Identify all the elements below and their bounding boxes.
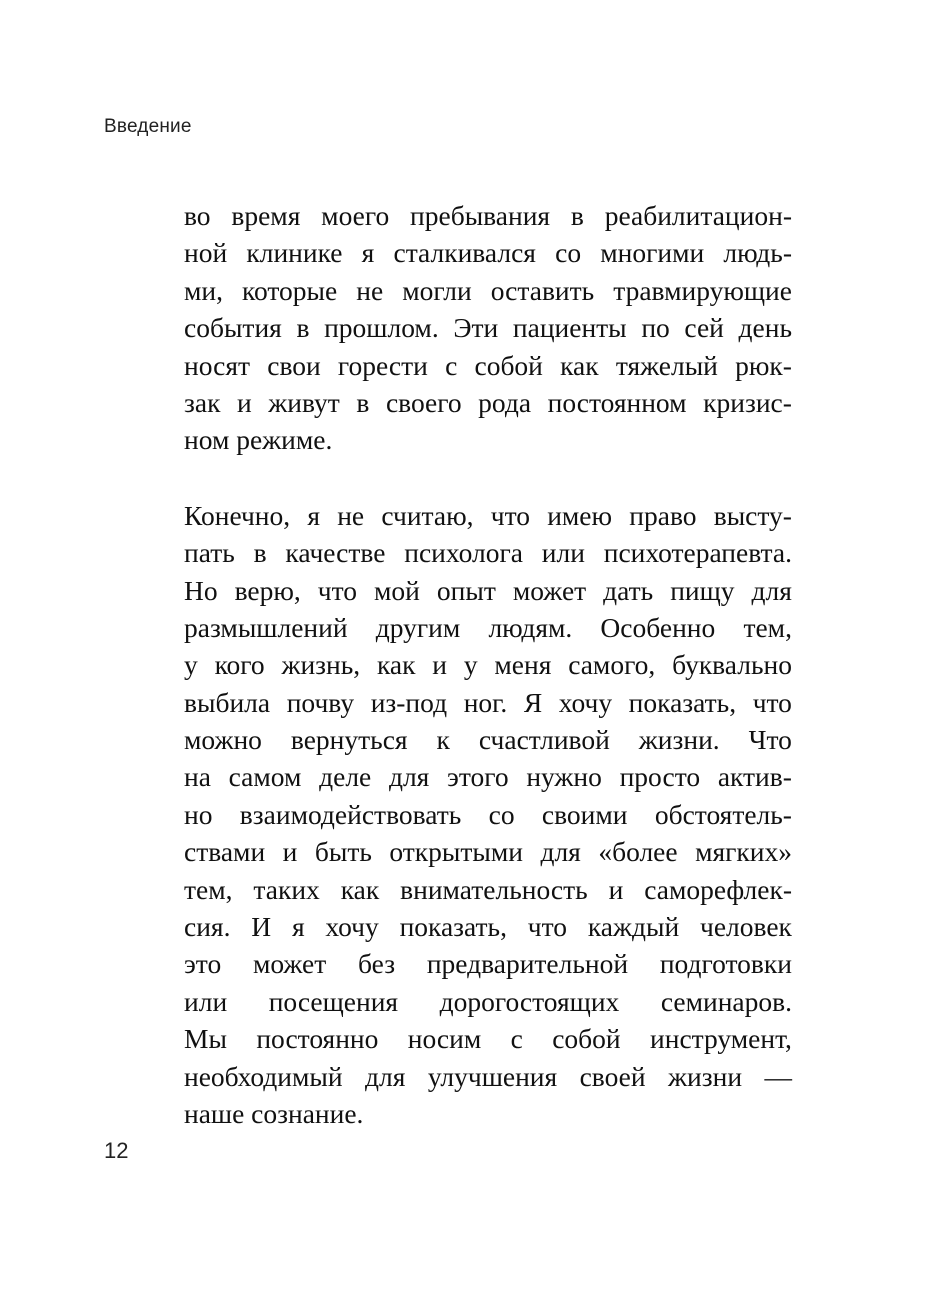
text-line: Мы постоянно носим с собой инструмент,	[184, 1023, 792, 1055]
text-line: это может без предварительной подготовки	[184, 948, 792, 980]
text-line: наше сознание.	[184, 1097, 364, 1129]
text-line: у кого жизнь, как и у меня самого, буквально	[184, 649, 792, 681]
paragraph-2	[184, 497, 792, 1133]
text-line: на самом деле для этого нужно просто актив-	[184, 761, 792, 793]
text-line: пать в качестве психолога или психотерапевта.	[184, 537, 792, 569]
text-line: ной клинике я сталкивался со многими людь-	[184, 237, 792, 269]
text-line: размышлений другим людям. Особенно тем,	[184, 611, 792, 643]
text-line: носят свои горести с собой как тяжелый рюк-	[184, 349, 792, 381]
page-number: 12	[104, 1138, 129, 1163]
text-line: можно вернуться к счастливой жизни. Что	[184, 724, 792, 756]
text-line: зак и живут в своего рода постоянном кризис-	[184, 386, 792, 418]
text-line: или посещения дорогостоящих семинаров.	[184, 985, 792, 1017]
text-line: во время моего пребывания в реабилитацион-	[184, 200, 792, 231]
paragraph-1	[184, 197, 792, 459]
text-line: необходимый для улучшения своей жизни —	[184, 1060, 792, 1092]
text-line: сия. И я хочу показать, что каждый человек	[184, 911, 792, 943]
running-head: Введение	[104, 116, 192, 137]
text-line: события в прошлом. Эти пациенты по сей день	[184, 312, 792, 344]
text-line: ми, которые не могли оставить травмирующие	[184, 274, 792, 306]
text-line: но взаимодействовать со своими обстоятель-	[184, 798, 792, 830]
text-line: Конечно, я не считаю, что имею право высту-	[184, 499, 792, 531]
text-line: Но верю, что мой опыт может дать пищу для	[184, 574, 792, 606]
text-line: ствами и быть открытыми для «более мягких»	[184, 836, 792, 868]
body-text	[184, 197, 792, 1132]
text-line: ном режиме.	[184, 424, 333, 456]
text-line: тем, таких как внимательность и саморефлек-	[184, 873, 792, 905]
text-line: выбила почву из-под ног. Я хочу показать, что	[184, 686, 792, 718]
